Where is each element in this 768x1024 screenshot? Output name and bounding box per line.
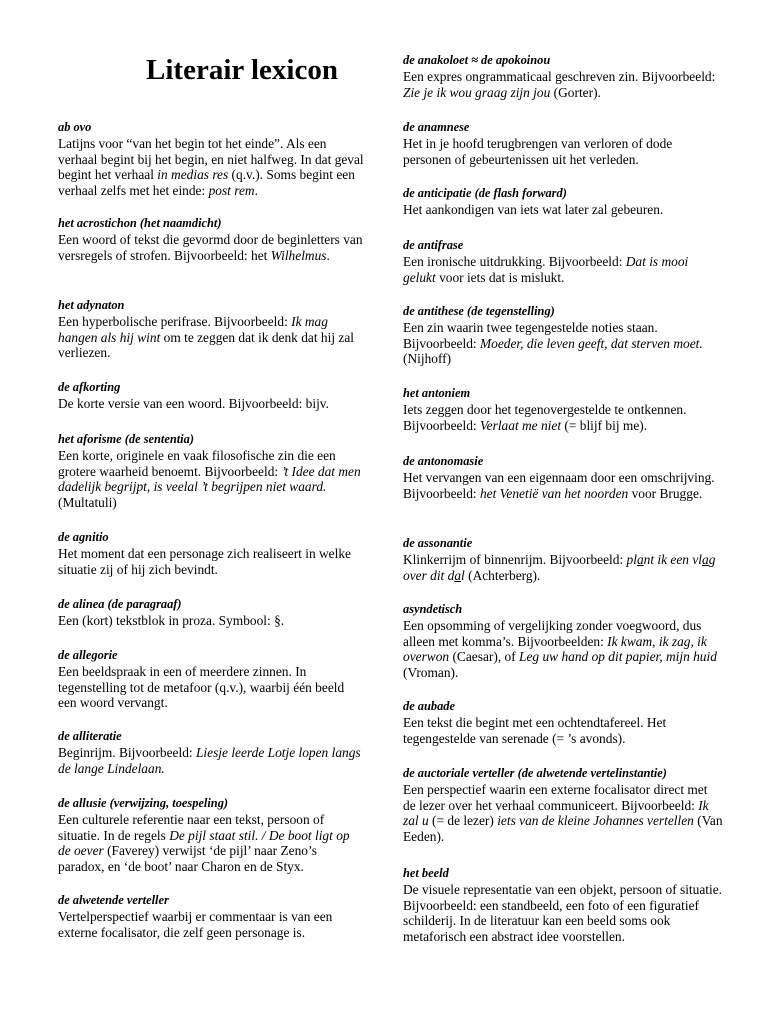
lexicon-entry [58, 298, 364, 361]
example-text: Liesje leerde Lotje lopen langs de lange Lindelaan. [58, 744, 361, 776]
entry-definition [403, 69, 723, 101]
definition-text: De visuele representatie van een objekt, persoon of situatie. Bijvoorbeeld: een standbeeld, een foto of een figuratief schilderij. In de literatuur kan een beeld soms ook metaforisch een abstract idee voorstellen. [403, 881, 723, 945]
entry-term: het adynaton [58, 298, 125, 312]
entry-term: de assonantie [403, 536, 473, 550]
definition-text: Een (kort) tekstblok in proza. Symbool: §. [58, 612, 285, 628]
definition-text: . [254, 183, 258, 199]
entry-definition [403, 136, 723, 168]
lexicon-entry [403, 454, 723, 501]
lexicon-entry [403, 386, 723, 433]
definition-text: Een tekst die begint met een ochtendtafereel. Het tegengestelde van serenade (= ’s avonds). [403, 714, 667, 746]
definition-text: voor iets dat is mislukt. [435, 269, 565, 285]
lexicon-entry [58, 120, 364, 199]
page-title: Literair lexicon [146, 54, 338, 86]
definition-text: Het vervangen van een eigennaam door een omschrijving. Bijvoorbeeld: [403, 469, 715, 501]
definition-text: voor Brugge. [628, 485, 703, 501]
example-text: Ik mag hangen als hij wint [58, 313, 328, 345]
entry-term: de alinea (de paragraaf) [58, 597, 182, 611]
lexicon-entry [403, 536, 723, 583]
definition-text: (Faverey) verwijst ‘de pijl’ naar Zeno’s paradox, en ‘de boot’ naar Charon en de Styx. [58, 843, 317, 875]
entry-definition [58, 745, 364, 777]
lexicon-entry [403, 866, 723, 945]
entry-definition [403, 202, 723, 218]
example-text: Ik kwam, ik zag, ik overwon [403, 633, 707, 665]
definition-text: Een expres ongrammaticaal geschreven zin. Bijvoorbeeld: [403, 68, 716, 84]
definition-text: Een korte, originele en vaak filosofische zin die een grotere waarheid benoemt. Bijvoorbeeld: [58, 447, 336, 479]
lexicon-entry [403, 699, 723, 746]
example-text: Dat is mooi gelukt [403, 253, 689, 285]
entry-term: de agnitio [58, 530, 109, 544]
definition-text: Vertelperspectief waarbij er commentaar is van een externe focalisator, die zelf geen personage is. [58, 908, 333, 940]
definition-text: Het aankondigen van iets wat later zal gebeuren. [403, 201, 664, 217]
example-text: het Venetië van het noorden [479, 485, 629, 501]
entry-definition [58, 232, 364, 264]
entry-definition [58, 613, 364, 629]
entry-term: ab ovo [58, 120, 92, 134]
entry-definition [403, 402, 723, 434]
entry-term: de alliteratie [58, 729, 122, 743]
entry-term: de anakoloet ≈ de apokoinou [403, 53, 551, 67]
entry-term: asyndetisch [403, 602, 463, 616]
lexicon-entry [58, 597, 364, 629]
lexicon-entry [403, 602, 723, 681]
definition-text: Een culturele referentie naar een tekst, persoon of situatie. In de regels [58, 811, 325, 843]
entry-term: de aubade [403, 699, 455, 713]
definition-text: Iets zeggen door het tegenovergestelde te ontkennen. Bijvoorbeeld: [403, 401, 687, 433]
lexicon-entry [58, 893, 364, 940]
entry-term: het acrostichon (het naamdicht) [58, 216, 222, 230]
entry-definition [403, 782, 723, 845]
lexicon-entry [403, 186, 723, 218]
entry-term: de allegorie [58, 648, 118, 662]
entry-definition [403, 882, 723, 945]
entry-term: de alwetende verteller [58, 893, 169, 907]
example-text: g over dit d [403, 551, 716, 583]
entry-term: de anticipatie (de flash forward) [403, 186, 567, 200]
lexicon-entry [403, 120, 723, 167]
entry-definition [403, 715, 723, 747]
definition-text: (Vroman). [403, 665, 459, 681]
entry-definition [58, 448, 364, 511]
definition-text: (= blijf bij me). [561, 417, 648, 433]
lexicon-entry [403, 304, 723, 367]
definition-text: Een ironische uitdrukking. Bijvoorbeeld: [403, 253, 626, 269]
example-text: a [702, 551, 709, 567]
example-text: Wilhelmus [270, 247, 327, 263]
entry-definition [58, 909, 364, 941]
example-text: ’t Idee dat men dadelijk begrijpt, is veelal ’t begrijpen niet waard. [58, 463, 361, 495]
definition-text: Beginrijm. Bijvoorbeeld: [58, 744, 196, 760]
example-text: Verlaat me niet [479, 417, 562, 433]
example-text: De pijl staat stil. / De boot ligt op de oever [58, 827, 350, 859]
entry-definition [58, 314, 364, 361]
entry-term: de auctoriale verteller (de alwetende vertelinstantie) [403, 766, 667, 780]
definition-text: (Van Eeden). [403, 813, 723, 845]
definition-text: Een hyperbolische perifrase. Bijvoorbeeld: [58, 313, 292, 329]
example-text: l [461, 567, 465, 583]
lexicon-entry [403, 238, 723, 285]
entry-definition [403, 470, 723, 502]
definition-text: (Caesar), of [449, 649, 520, 665]
rhyme-vowel [702, 552, 709, 567]
lexicon-entry [58, 216, 364, 263]
entry-definition [58, 396, 364, 412]
example-text: nt ik een vl [643, 551, 703, 567]
definition-text: (= de lezer) [428, 813, 498, 829]
entry-term: de antithese (de tegenstelling) [403, 304, 555, 318]
example-text: Moeder, die leven geeft, dat sterven moet. [479, 335, 703, 351]
example-text: Ik zal u [403, 797, 709, 829]
entry-term: de afkorting [58, 380, 121, 394]
definition-text: (Achterberg). [464, 567, 541, 583]
entry-term: de allusie (verwijzing, toespeling) [58, 796, 229, 810]
entry-definition [58, 136, 364, 199]
definition-text: Een woord of tekst die gevormd door de beginletters van versregels of strofen. Bijvoorbeeld: het [58, 231, 363, 263]
definition-text: Een beeldspraak in een of meerdere zinnen. In tegenstelling tot de metafoor (q.v.), waarbij één beeld een woord vervangt. [58, 663, 345, 711]
entry-definition [403, 618, 723, 681]
definition-text: Een opsomming of vergelijking zonder voegwoord, dus alleen met komma’s. Bijvoorbeelden: [403, 617, 702, 649]
example-text: a [454, 567, 462, 583]
entry-definition [403, 254, 723, 286]
example-text: a [636, 551, 644, 567]
definition-text: Het in je hoofd terugbrengen van verloren of dode personen of gebeurtenissen uit het verleden. [403, 135, 673, 167]
example-text: pl [626, 551, 637, 567]
example-text: iets van de kleine Johannes vertellen [497, 813, 694, 829]
definition-text: (Gorter). [550, 84, 601, 100]
lexicon-entry [58, 380, 364, 412]
lexicon-entry [58, 530, 364, 577]
lexicon-entry [58, 648, 364, 711]
entry-definition [58, 546, 364, 578]
definition-text: Latijns voor “van het begin tot het einde”. Als een verhaal begint bij het begin, en niet halfweg. In dat geval begint het verhaal [58, 135, 364, 183]
definition-text: Klinkerrijm of binnenrijm. Bijvoorbeeld: [403, 551, 627, 567]
entry-definition [58, 812, 364, 875]
definition-text: . [326, 247, 330, 263]
entry-term: de antonomasie [403, 454, 484, 468]
example-text: Leg uw hand op dit papier, mijn huid [519, 649, 717, 665]
lexicon-entry [403, 53, 723, 100]
entry-definition [403, 320, 723, 367]
example-text: post rem [208, 183, 255, 199]
entry-term: het beeld [403, 866, 449, 880]
lexicon-entry [58, 796, 364, 875]
rhyme-vowel [637, 552, 644, 567]
definition-text: (q.v.). Soms begint een verhaal zelfs met het einde: [58, 167, 355, 199]
example-text: in medias res [157, 167, 229, 183]
entry-term: de anamnese [403, 120, 470, 134]
entry-definition [403, 552, 723, 584]
definition-text: De korte versie van een woord. Bijvoorbeeld: bijv. [58, 395, 329, 411]
lexicon-entry [58, 729, 364, 776]
definition-text: om te zeggen dat ik denk dat hij zal verliezen. [58, 329, 355, 361]
definition-text: Het moment dat een personage zich realiseert in welke situatie zij of hij zich bevindt. [58, 545, 351, 577]
entry-term: het antoniem [403, 386, 471, 400]
definition-text: Een perspectief waarin een externe focalisator direct met de lezer over het verhaal communiceert. Bijvoorbeeld: [403, 781, 708, 813]
definition-text: (Multatuli) [58, 495, 117, 511]
lexicon-entry [403, 766, 723, 845]
entry-term: het aforisme (de sententia) [58, 432, 194, 446]
definition-text: Een zin waarin twee tegengestelde noties staan. Bijvoorbeeld: [403, 319, 658, 351]
entry-term: de antifrase [403, 238, 464, 252]
definition-text: (Nijhoff) [403, 351, 452, 367]
entry-definition [58, 664, 364, 711]
example-text: Zie je ik wou graag zijn jou [403, 84, 551, 100]
lexicon-entry [58, 432, 364, 511]
